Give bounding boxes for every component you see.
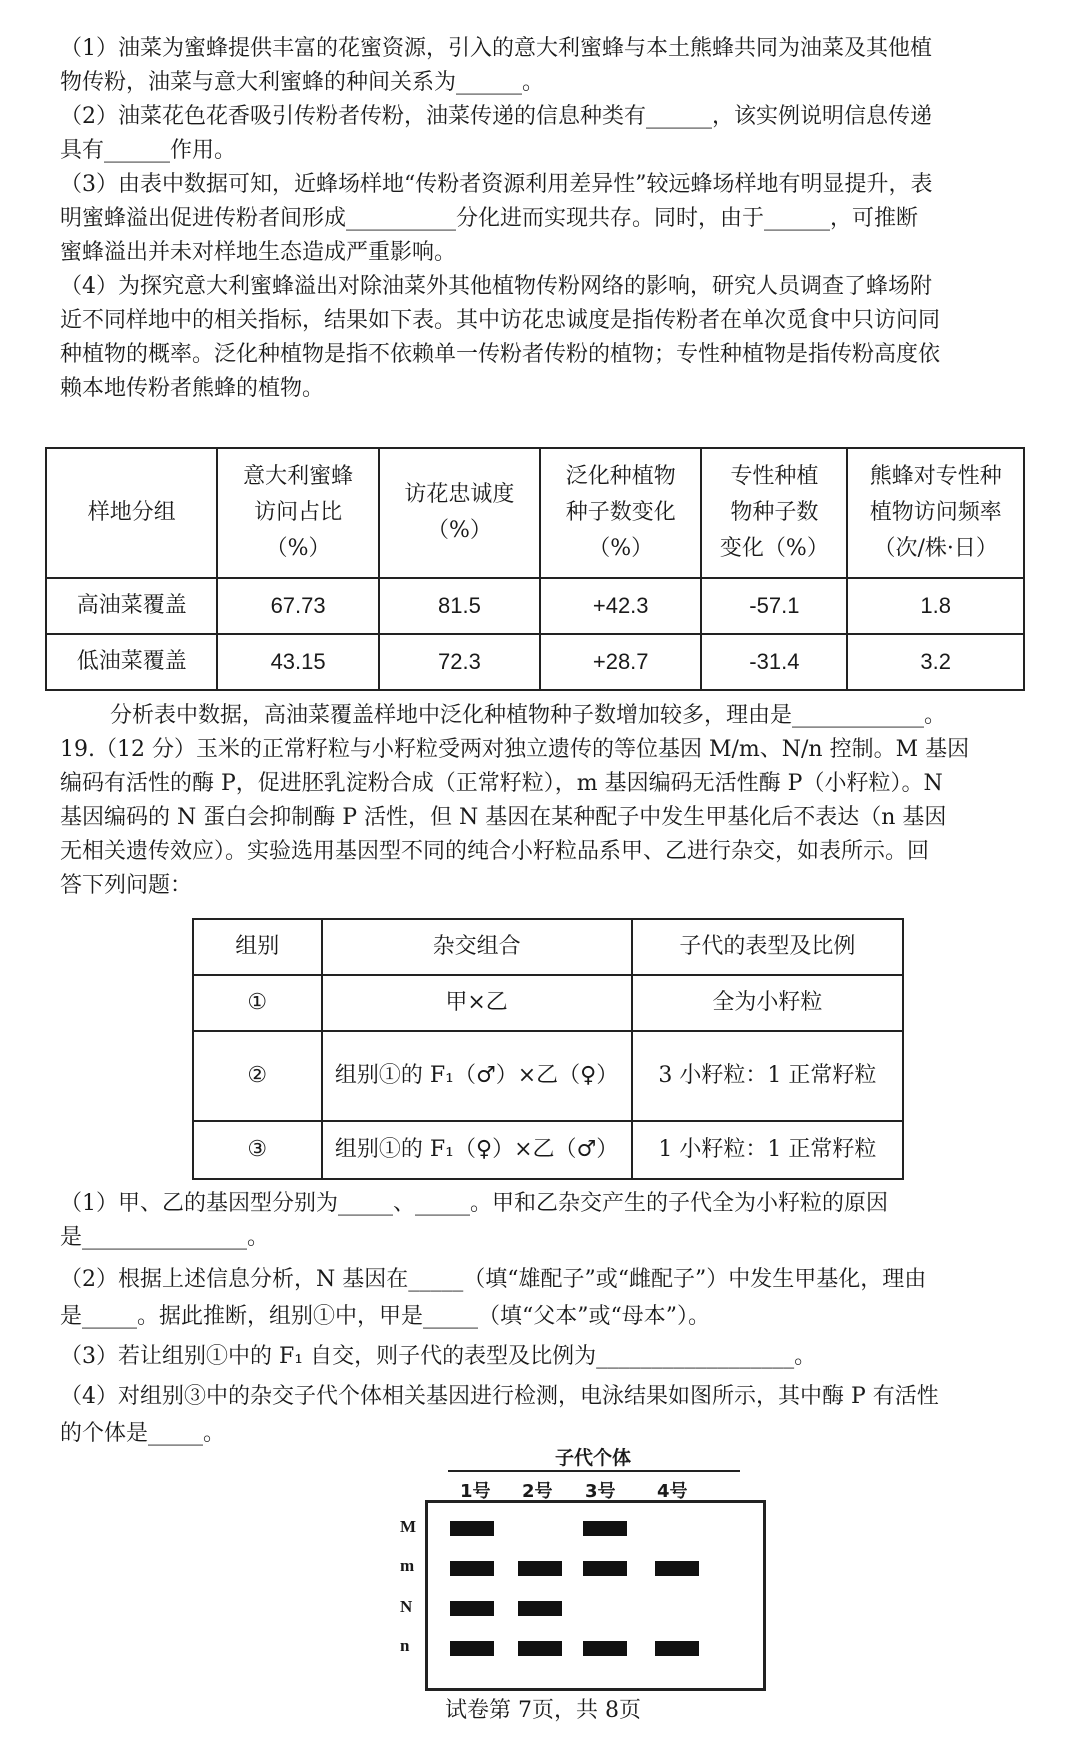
table-cell: +28.7 (540, 634, 701, 690)
lane-label: 3号 (585, 1481, 616, 1502)
cross-table-header (193, 919, 903, 975)
pollinator-table-header (46, 448, 1024, 578)
table-row (46, 578, 1024, 634)
gel-band-n-4 (655, 1641, 699, 1656)
q19-line1: 19.（12 分）玉米的正常籽粒与小籽粒受两对独立遗传的等位基因 M/m、N/n 控制。M 基因 (60, 737, 970, 762)
s4-line1: （4）对组别③中的杂交子代个体相关基因进行检测，电泳结果如图所示，其中酶 P 有活性 (60, 1384, 939, 1409)
header-cell: 专性种植 物种子数 变化（%） (701, 448, 847, 578)
header-cell: 熊蜂对专性种 植物访问频率 （次/株·日） (847, 448, 1024, 578)
header-cell: 组别 (193, 919, 322, 975)
table-cell: 72.3 (379, 634, 540, 690)
gel-band-n-2 (518, 1641, 562, 1656)
q4-line2: 近不同样地中的相关指标，结果如下表。其中访花忠诚度是指传粉者在单次觅食中只访问同 (60, 308, 941, 333)
table-cell: 甲×乙 (322, 975, 632, 1031)
gel-band-M-3 (583, 1521, 627, 1536)
header-cell: 杂交组合 (322, 919, 632, 975)
page-footer: 试卷第 7页，共 8页 (445, 1698, 641, 1723)
q3-line2: 明蜜蜂溢出促进传粉者间形成__________分化进而实现共存。同时，由于______，可推断 (60, 206, 919, 231)
table-cell: ③ (193, 1121, 322, 1179)
gel-band-m-2 (518, 1561, 562, 1576)
gel-row-label: m (400, 1556, 415, 1575)
table-cell: 组别①的 F₁（♀）×乙（♂） (322, 1121, 632, 1179)
table-cell: +42.3 (540, 578, 701, 634)
q3-line1: （3）由表中数据可知，近蜂场样地“传粉者资源利用差异性”较远蜂场样地有明显提升，表 (60, 172, 933, 197)
q1-line2: 物传粉，油菜与意大利蜜蜂的种间关系为______。 (60, 70, 545, 95)
table-cell: -31.4 (701, 634, 847, 690)
table-cell: 67.73 (217, 578, 378, 634)
table-cell: 3.2 (847, 634, 1024, 690)
table-cell: 全为小籽粒 (632, 975, 903, 1031)
gel-band-N-1 (450, 1601, 494, 1616)
q4-line1: （4）为探究意大利蜜蜂溢出对除油菜外其他植物传粉网络的影响，研究人员调查了蜂场附 (60, 274, 933, 299)
q19-line2: 编码有活性的酶 P，促进胚乳淀粉合成（正常籽粒），m 基因编码无活性酶 P（小籽粒）。N (60, 771, 943, 796)
pollinator-table (45, 447, 1025, 691)
q19-line3: 基因编码的 N 蛋白会抑制酶 P 活性，但 N 基因在某种配子中发生甲基化后不表达（n 基因 (60, 805, 947, 830)
header-cell: 访花忠诚度 （%） (379, 448, 540, 578)
gel-row-label: n (400, 1636, 410, 1655)
lane-label: 2号 (522, 1481, 553, 1502)
q4-line3: 种植物的概率。泛化种植物是指不依赖单一传粉者传粉的植物；专性种植物是指传粉高度依 (60, 342, 941, 367)
table-cell: 低油菜覆盖 (46, 634, 217, 690)
table-cell: 组别①的 F₁（♂）×乙（♀） (322, 1031, 632, 1121)
gel-band-N-2 (518, 1601, 562, 1616)
gel-band-m-1 (450, 1561, 494, 1576)
s2-line2: 是_____。据此推断，组别①中，甲是_____（填“父本”或“母本”）。 (60, 1304, 710, 1329)
q3-line3: 蜜蜂溢出并未对样地生态造成严重影响。 (60, 240, 457, 265)
gel-band-M-1 (450, 1521, 494, 1536)
q19-line5: 答下列问题： (60, 873, 193, 898)
header-cell: 子代的表型及比例 (632, 919, 903, 975)
table-cell: 1.8 (847, 578, 1024, 634)
q4-line4: 赖本地传粉者熊蜂的植物。 (60, 376, 325, 401)
q19-line4: 无相关遗传效应）。实验选用基因型不同的纯合小籽粒品系甲、乙进行杂交，如表所示。回 (60, 839, 930, 864)
q2-line2: 具有______作用。 (60, 138, 237, 163)
table-cell: ① (193, 975, 322, 1031)
table-cell: 81.5 (379, 578, 540, 634)
lane-label: 1号 (460, 1481, 491, 1502)
gel-row-label: M (400, 1517, 417, 1536)
table-cell: 3 小籽粒：1 正常籽粒 (632, 1031, 903, 1121)
table-cell: 1 小籽粒：1 正常籽粒 (632, 1121, 903, 1179)
table-row (46, 634, 1024, 690)
gel-band-m-3 (583, 1561, 627, 1576)
gel-title: 子代个体 (555, 1447, 632, 1469)
header-cell: 样地分组 (46, 448, 217, 578)
gel-band-n-1 (450, 1641, 494, 1656)
s1-line2: 是_______________。 (60, 1225, 270, 1250)
table-row (193, 975, 903, 1031)
gel-band-n-3 (583, 1641, 627, 1656)
table-cell: 43.15 (217, 634, 378, 690)
cross-table (192, 918, 904, 1180)
gel-row-label: N (400, 1597, 413, 1616)
table-cell: -57.1 (701, 578, 847, 634)
table-row (193, 1121, 903, 1179)
table-cell: ② (193, 1031, 322, 1121)
q1-line1: （1）油菜为蜜蜂提供丰富的花蜜资源，引入的意大利蜜蜂与本土熊蜂共同为油菜及其他植 (60, 36, 933, 61)
after-table1-question: 分析表中数据，高油菜覆盖样地中泛化种植物种子数增加较多，理由是____________。 (110, 703, 947, 728)
header-cell: 意大利蜜蜂 访问占比 （%） (217, 448, 378, 578)
header-cell: 泛化种植物 种子数变化 （%） (540, 448, 701, 578)
gel-title-underline (448, 1470, 740, 1472)
table-row (193, 1031, 903, 1121)
table-cell: 高油菜覆盖 (46, 578, 217, 634)
lane-label: 4号 (657, 1481, 688, 1502)
s3-line1: （3）若让组别①中的 F₁ 自交，则子代的表型及比例为__________________。 (60, 1344, 817, 1369)
q2-line1: （2）油菜花色花香吸引传粉者传粉，油菜传递的信息种类有______，该实例说明信息传递 (60, 104, 932, 129)
s4-line2: 的个体是_____。 (60, 1421, 226, 1446)
gel-band-m-4 (655, 1561, 699, 1576)
s2-line1: （2）根据上述信息分析，N 基因在_____（填“雄配子”或“雌配子”）中发生甲基化，理由 (60, 1267, 927, 1292)
s1-line1: （1）甲、乙的基因型分别为_____、_____。甲和乙杂交产生的子代全为小籽粒的原因 (60, 1191, 888, 1216)
